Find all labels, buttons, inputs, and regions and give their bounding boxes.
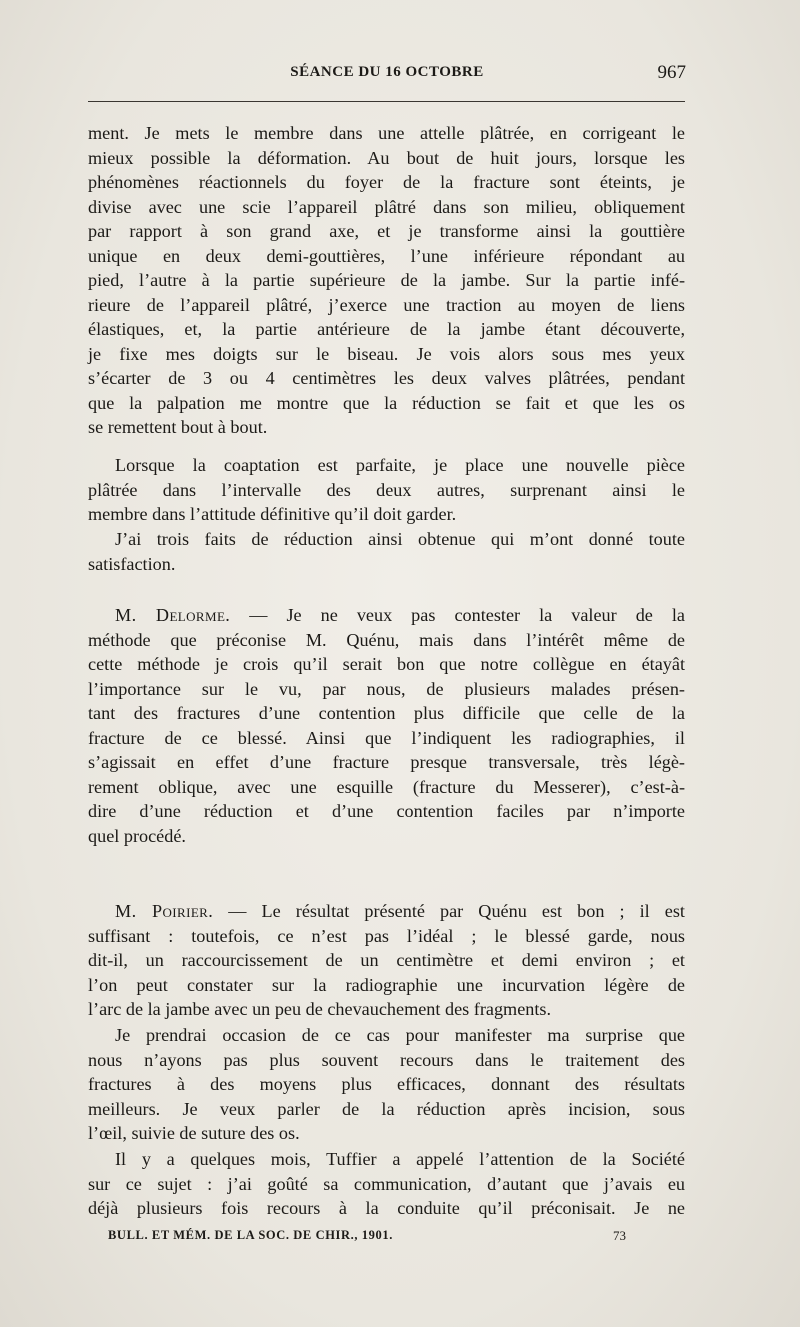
- text-line: J’ai trois faits de réduction ainsi obtenue qui m’ont donné toute: [115, 529, 685, 549]
- speaker-name: M. Delorme.: [115, 605, 231, 625]
- text-line: élastiques, et, la partie antérieure de la jambe étant découverte,: [88, 319, 685, 339]
- text-line: ment. Je mets le membre dans une attelle plâtrée, en corrigeant le: [88, 123, 685, 143]
- text-line: pied, l’autre à la partie supérieure de la jambe. Sur la partie infé-: [88, 270, 685, 290]
- footer-signature: BULL. ET MÉM. DE LA SOC. DE CHIR., 1901.: [108, 1228, 393, 1242]
- page-footer: [108, 1228, 626, 1248]
- header-rule: [88, 101, 685, 102]
- text-line: Je prendrai occasion de ce cas pour manifester ma surprise que: [115, 1025, 685, 1045]
- paragraph-quenu-method: [88, 121, 685, 440]
- text-line: unique en deux demi-gouttières, l’une inférieure répondant au: [88, 245, 685, 266]
- text-line: suffisant : toutefois, ce n’est pas l’idéal ; le blessé garde, nous: [88, 925, 685, 946]
- text-line: mieux possible la déformation. Au bout de huit jours, lorsque les: [88, 147, 685, 168]
- paragraph-tuffier: [88, 1147, 685, 1221]
- text-line: je fixe mes doigts sur le biseau. Je vois alors sous mes yeux: [88, 343, 685, 364]
- speaker-name: M. Poirier.: [115, 901, 214, 921]
- text-line: par rapport à son grand axe, et je transforme ainsi la gouttière: [88, 221, 685, 241]
- paragraph-three-cases: [88, 527, 685, 576]
- text-line: l’arc de la jambe avec un peu de chevauchement des fragments.: [88, 999, 552, 1019]
- sheet-number: 73: [613, 1228, 626, 1243]
- text-line: méthode que préconise M. Quénu, mais dans l’intérêt même de: [88, 629, 685, 650]
- text-line: plâtrée dans l’intervalle des deux autres, surprenant ainsi le: [88, 479, 685, 500]
- text-line: cette méthode je crois qu’il serait bon que notre collègue en étayât: [88, 654, 685, 674]
- text-line: dire d’une réduction et d’une contention faciles par n’importe: [88, 801, 685, 821]
- page-number: 967: [657, 62, 686, 83]
- running-title: SÉANCE DU 16 OCTOBRE: [290, 64, 484, 80]
- text-line: rement oblique, avec une esquille (fracture du Messerer), c’est-à-: [88, 776, 685, 797]
- text-line: se remettent bout à bout.: [88, 417, 268, 437]
- text-line: nous n’ayons pas plus souvent recours dans le traitement des: [88, 1049, 685, 1070]
- text-line: l’on peut constater sur la radiographie une incurvation légère de: [88, 974, 685, 995]
- text-line: l’importance sur le vu, par nous, de plusieurs malades présen-: [88, 678, 685, 699]
- text-line: satisfaction.: [88, 553, 176, 574]
- text-line: rieure de l’appareil plâtré, j’exerce une traction au moyen de liens: [88, 294, 685, 315]
- paragraph-coaptation: [88, 453, 685, 527]
- paragraph-poirier: [88, 899, 685, 1022]
- text-line: divise avec une scie l’appareil plâtré dans son milieu, obliquement: [88, 196, 685, 217]
- text-line: fractures à des moyens plus efficaces, donnant des résultats: [88, 1074, 685, 1094]
- text-line: meilleurs. Je veux parler de la réduction après incision, sous: [88, 1098, 685, 1119]
- paragraph-suture: [88, 1023, 685, 1146]
- text-line: s’agissait en effet d’une fracture presque transversale, très légè-: [88, 752, 685, 772]
- text-line: sur ce sujet : j’ai goûté sa communication, d’autant que j’avais eu: [88, 1173, 685, 1194]
- text-line: dit-il, un raccourcissement de un centimètre et demi environ ; et: [88, 950, 685, 970]
- text-line: tant des fractures d’une contention plus difficile que celle de la: [88, 703, 685, 723]
- text-line: Il y a quelques mois, Tuffier a appelé l’attention de la Société: [115, 1149, 685, 1169]
- text-line-first: [88, 899, 685, 924]
- text-line: que la palpation me montre que la réduction se fait et que les os: [88, 392, 685, 413]
- text-line: membre dans l’attitude définitive qu’il doit garder.: [88, 504, 457, 524]
- text-fragment: — Le résultat présenté par Quénu est bon ; il est: [213, 901, 685, 921]
- text-line: s’écarter de 3 ou 4 centimètres les deux valves plâtrées, pendant: [88, 368, 685, 388]
- page-header: [88, 62, 686, 92]
- text-line: fracture de ce blessé. Ainsi que l’indiquent les radiographies, il: [88, 727, 685, 748]
- text-line: quel procédé.: [88, 825, 186, 846]
- text-line: déjà plusieurs fois recours à la conduite qu’il préconisait. Je ne: [88, 1198, 685, 1218]
- paragraph-delorme: [88, 603, 685, 848]
- text-line: phénomènes réactionnels du foyer de la fracture sont éteints, je: [88, 172, 685, 192]
- text-line-first: [88, 603, 685, 628]
- text-line: l’œil, suivie de suture des os.: [88, 1123, 300, 1143]
- text-line: Lorsque la coaptation est parfaite, je place une nouvelle pièce: [115, 455, 685, 475]
- text-fragment: — Je ne veux pas contester la valeur de la: [230, 605, 686, 625]
